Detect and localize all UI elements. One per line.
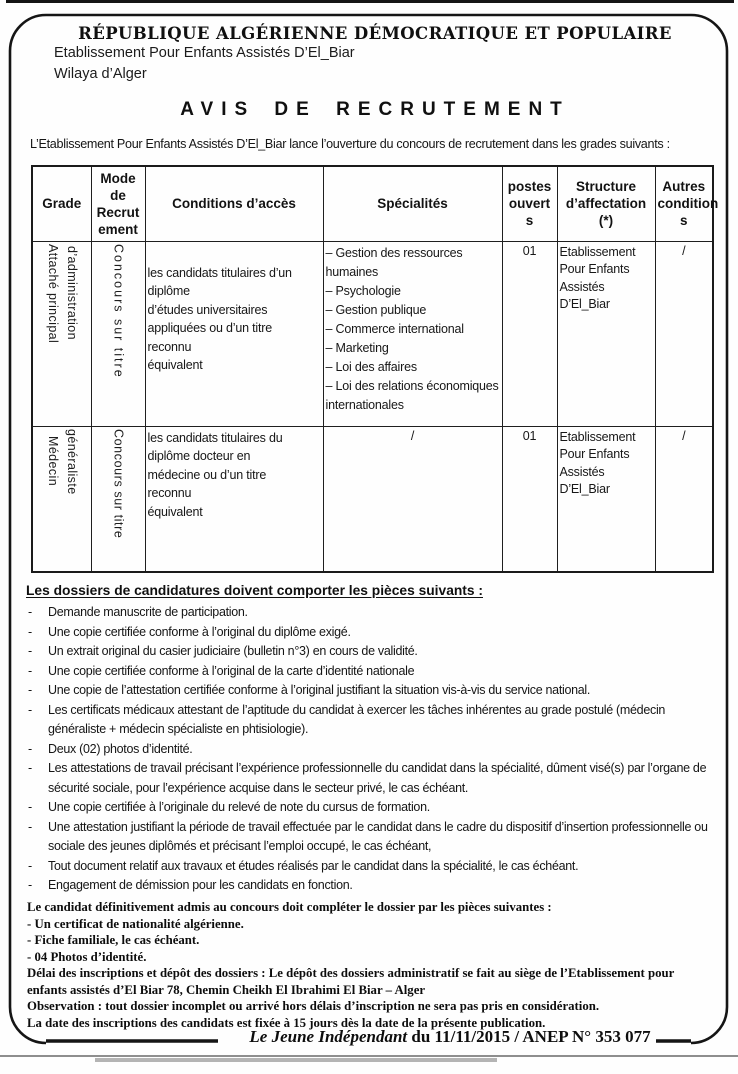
- structure-cell: Etablissement Pour Enfants Assistés D’El_Biar: [557, 426, 655, 572]
- dossier-item: - Un extrait original du casier judiciaire (bulletin n°3) en cours de validité.: [26, 642, 716, 662]
- autres-cell: /: [655, 426, 713, 572]
- grade-cell: [32, 241, 91, 426]
- mode-vertical-text: Concours sur titre: [111, 428, 126, 538]
- specialite-item: – Marketing: [325, 340, 389, 355]
- notice-title: AVIS DE RECRUTEMENT: [180, 99, 570, 120]
- dossier-item: - Les attestations de travail précisant l’expérience professionnelle du candidat dans la spécialité, dûment visé(s) par l’organe de sécurité sociale, pour l’expérience acquise dans le secteur privé, le cas échéant.: [26, 759, 716, 798]
- journal-credit: [225, 1027, 675, 1047]
- dossier-item: - Deux (02) photos d’identité.: [26, 740, 716, 760]
- credit-details: du 11/11/2015 / ANEP N° 353 077: [407, 1027, 651, 1046]
- structure-cell: Etablissement Pour Enfants Assistés D’El_Biar: [557, 241, 655, 426]
- final-note-line: Délai des inscriptions et dépôt des dossiers : Le dépôt des dossiers administratif se fait au siège de l’Etablissement pour enfants assistés d’El Biar 78, Chemin Cheikh El Ibrahimi El Biar – Alger: [27, 966, 675, 997]
- postes-cell: 01: [502, 241, 557, 426]
- conditions-cell: les candidats titulaires du diplôme docteur en médecine ou d’un titre reconnu équivalent: [145, 426, 323, 572]
- dossier-item: - Les certificats médicaux attestant de l’aptitude du candidat à exercer les tâches inhérentes au grade postulé (médecin généraliste + médecin spécialiste en phtisiologie).: [26, 701, 716, 740]
- specialite-item: – Gestion publique: [325, 302, 427, 317]
- table-header-row: [32, 166, 713, 241]
- dossier-item: - Demande manuscrite de participation.: [26, 603, 716, 623]
- establishment-name: Etablissement Pour Enfants Assistés D’El_Biar: [54, 45, 355, 61]
- specialite-item: – Loi des relations économiques internationales: [325, 378, 499, 412]
- journal-name: Le Jeune Indépendant: [249, 1027, 408, 1046]
- specialites-cell: /: [323, 426, 502, 572]
- postes-cell: 01: [502, 426, 557, 572]
- dossier-item: - Une attestation justifiant la période de travail effectuée par le candidat dans le cadre du dispositif d’insertion professionnelle ou sociale des jeunes diplômés et précisant l’emploi occupé, le cas échéant,: [26, 818, 716, 857]
- republic-title: RÉPUBLIQUE ALGÉRIENNE DÉMOCRATIQUE ET POPULAIRE: [78, 24, 672, 43]
- bottom-rule-primary: [0, 1055, 738, 1057]
- specialites-cell: [323, 241, 502, 426]
- autres-cell: /: [655, 241, 713, 426]
- final-note-line: - 04 Photos d’identité.: [27, 949, 147, 964]
- wilaya-name: Wilaya d’Alger: [54, 66, 147, 82]
- col-header-grade: Grade: [32, 166, 91, 241]
- final-note-line: La date des inscriptions des candidats est fixée à 15 jours dès la date de la présente publication.: [27, 1015, 546, 1030]
- dossier-item: - Tout document relatif aux travaux et études réalisés par le candidat dans la spécialité, le cas échéant.: [26, 857, 716, 877]
- specialite-item: – Commerce international: [325, 321, 464, 336]
- final-note-line: Le candidat définitivement admis au concours doit compléter le dossier par les pièces suivantes :: [27, 900, 552, 914]
- dossier-item: - Engagement de démission pour les candidats en fonction.: [26, 876, 716, 896]
- mode-cell: [91, 241, 145, 426]
- grade-cell: [32, 426, 91, 572]
- final-notes-section: [27, 899, 716, 1031]
- table-row: [32, 241, 713, 426]
- table-row: [32, 426, 713, 572]
- col-header-structure: Structure d’affectation (*): [557, 166, 655, 241]
- col-header-specialites: Spécialités: [323, 166, 502, 241]
- final-note-line: Observation : tout dossier incomplet ou arrivé hors délais d’inscription ne sera pas pris en considération.: [27, 999, 600, 1013]
- intro-text: L’Etablissement Pour Enfants Assistés D’El_Biar lance l’ouverture du concours de recrutement dans les grades suivants :: [30, 137, 670, 151]
- specialite-item: – Gestion des ressources humaines: [325, 245, 463, 279]
- mode-vertical-text: Concours sur titre: [111, 243, 126, 379]
- recruitment-table: [31, 165, 719, 573]
- document-header: [38, 24, 712, 121]
- bottom-rule-secondary: [95, 1058, 497, 1062]
- final-note-line: - Fiche familiale, le cas échéant.: [27, 933, 200, 947]
- col-header-autres: Autres condition s: [655, 166, 713, 241]
- grade-vertical-text: Attaché principal d’administration: [45, 243, 80, 343]
- col-header-conditions: Conditions d’accès: [145, 166, 323, 241]
- dossier-section: [26, 583, 716, 896]
- grade-vertical-text: Médecin généraliste: [45, 428, 80, 495]
- dossier-item: - Une copie certifiée à l’originale du relevé de note du cursus de formation.: [26, 798, 716, 818]
- dossier-item: - Une copie certifiée conforme à l’original de la carte d’identité nationale: [26, 662, 716, 682]
- specialite-item: – Psychologie: [325, 283, 401, 298]
- col-header-postes: postes ouvert s: [502, 166, 557, 241]
- top-rule: [6, 0, 734, 3]
- final-note-line: - Un certificat de nationalité algérienne.: [27, 916, 244, 931]
- dossier-heading: Les dossiers de candidatures doivent comporter les pièces suivants :: [26, 583, 483, 598]
- dossier-item: - Une copie de l’attestation certifiée conforme à l’original justifiant la situation vis-à-vis du service national.: [26, 681, 716, 701]
- conditions-cell: les candidats titulaires d’un diplôme d’études universitaires appliquées ou d’un titre reconnu équivalent: [145, 241, 323, 426]
- dossier-item: - Une copie certifiée conforme à l’original du diplôme exigé.: [26, 623, 716, 643]
- mode-cell: [91, 426, 145, 572]
- specialite-item: – Loi des affaires: [325, 359, 417, 374]
- col-header-mode: Mode de Recrut ement: [91, 166, 145, 241]
